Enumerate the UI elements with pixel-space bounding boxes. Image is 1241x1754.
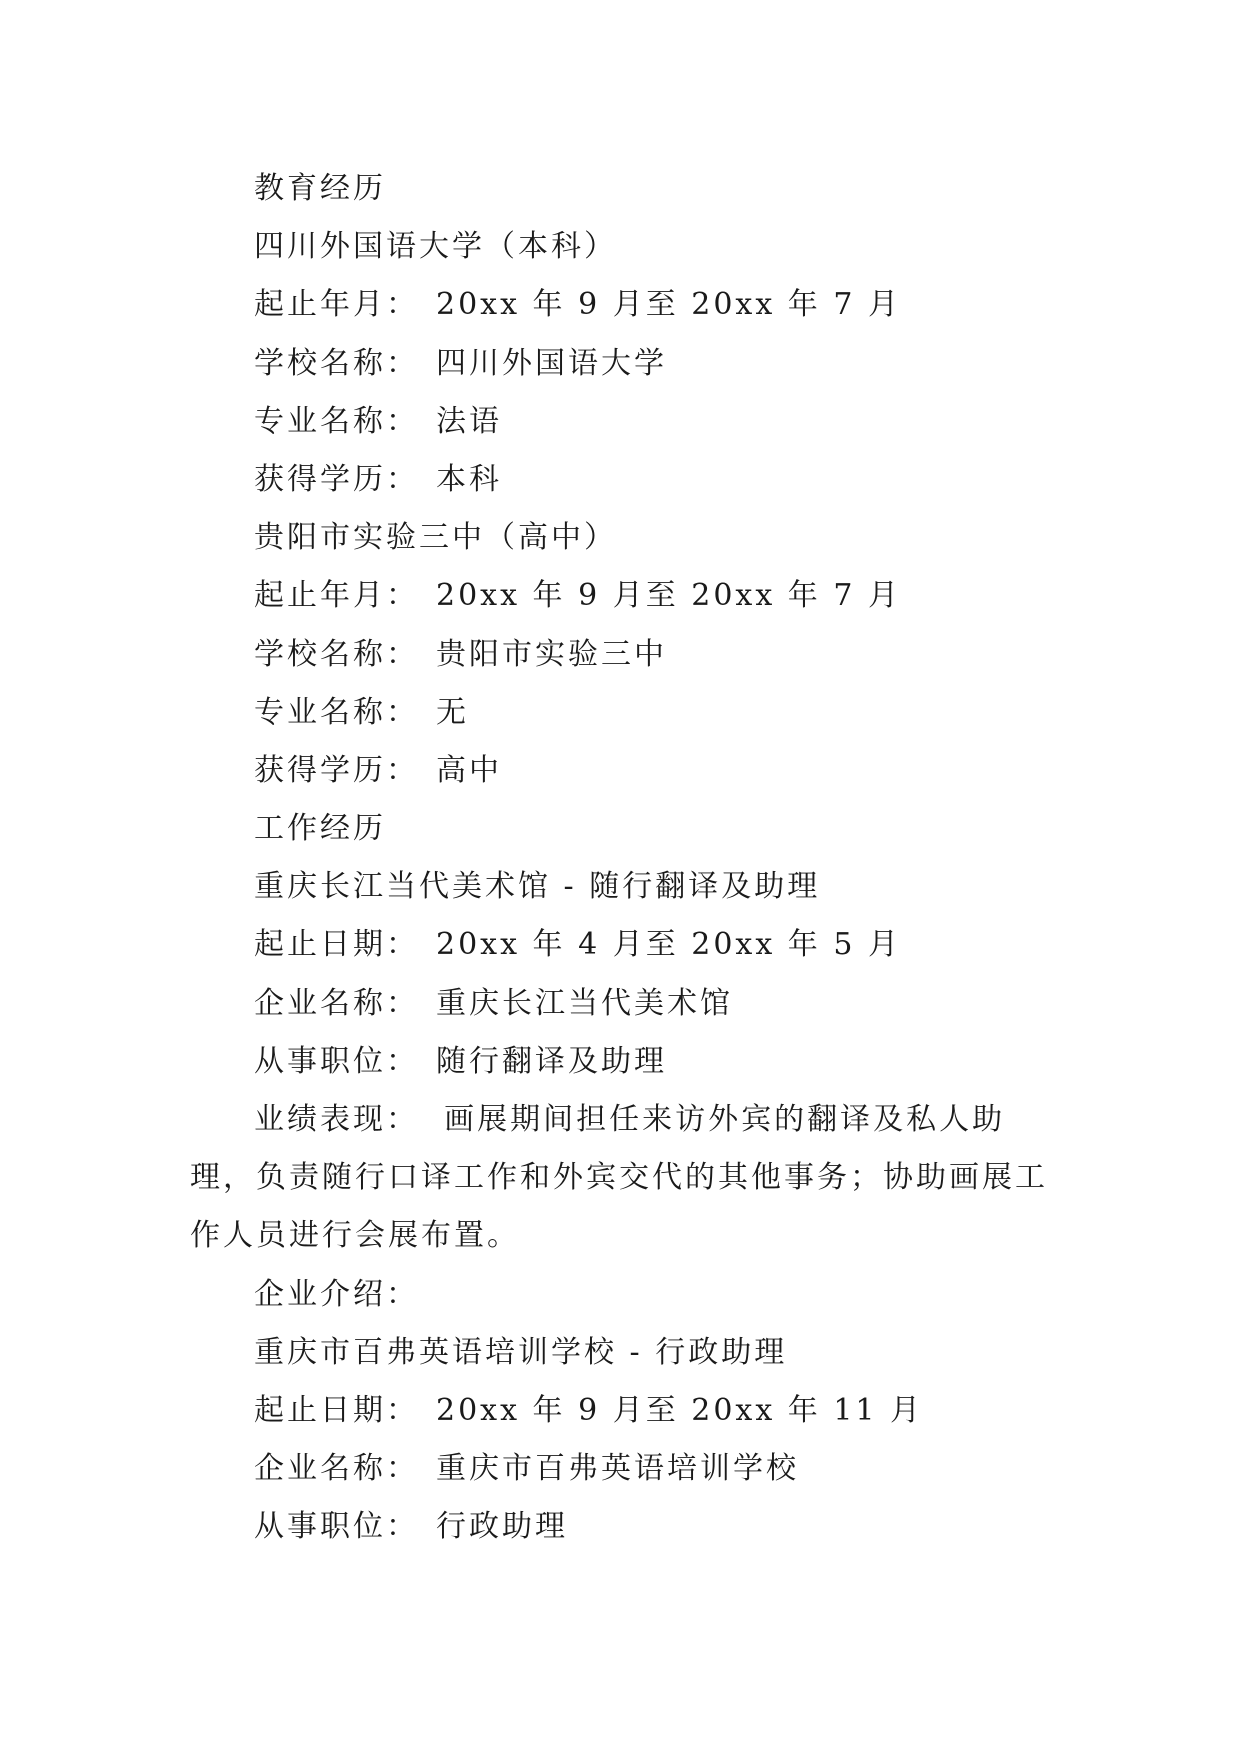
company-row: [190, 1440, 1070, 1498]
major-row: [190, 684, 1070, 742]
position-label: 从事职位：: [254, 1509, 419, 1545]
job-title: 重庆长江当代美术馆 - 随行翻译及助理: [254, 869, 821, 905]
company-row: [190, 975, 1070, 1033]
company-label: 企业名称：: [254, 985, 419, 1021]
school-name-label: 学校名称：: [254, 345, 419, 381]
major-value: 无: [436, 694, 469, 730]
period-label: 起止年月：: [254, 287, 419, 323]
job-period-label: 起止日期：: [254, 927, 419, 963]
job-period-value: 20xx 年 9 月至 20xx 年 11 月: [436, 1392, 924, 1428]
performance-label: 业绩表现：: [254, 1102, 419, 1137]
period-row: [190, 567, 1070, 625]
school-title: 贵阳市实验三中（高中）: [254, 520, 617, 556]
degree-label: 获得学历：: [254, 461, 419, 497]
company-value: 重庆长江当代美术馆: [436, 985, 733, 1021]
performance-text: 画展期间担任来访外宾的翻译及私人助理，负责随行口译工作和外宾交代的其他事务；协助画展工作人员进行会展布置。: [190, 1102, 1048, 1254]
period-row: [190, 276, 1070, 334]
job-period-value: 20xx 年 4 月至 20xx 年 5 月: [436, 927, 901, 963]
job-period-row: [190, 1382, 1070, 1440]
major-label: 专业名称：: [254, 694, 419, 730]
education-heading: 教育经历: [254, 171, 386, 206]
degree-row: [190, 451, 1070, 509]
major-label: 专业名称：: [254, 403, 419, 439]
school-title: 四川外国语大学（本科）: [254, 229, 617, 265]
degree-label: 获得学历：: [254, 752, 419, 788]
position-row: [190, 1033, 1070, 1091]
company-label: 企业名称：: [254, 1451, 419, 1487]
performance-paragraph: [190, 1091, 1070, 1266]
school-name-value: 四川外国语大学: [436, 345, 667, 381]
job-period-row: [190, 916, 1070, 974]
position-row: [190, 1498, 1070, 1556]
period-value: 20xx 年 9 月至 20xx 年 7 月: [436, 287, 901, 323]
degree-row: [190, 742, 1070, 800]
major-value: 法语: [436, 403, 502, 439]
resume-content: [190, 160, 1070, 1557]
work-heading: 工作经历: [254, 811, 386, 847]
school-name-label: 学校名称：: [254, 636, 419, 672]
company-value: 重庆市百弗英语培训学校: [436, 1451, 799, 1487]
school-name-row: [190, 335, 1070, 393]
degree-value: 本科: [436, 461, 502, 497]
company-intro-label: 企业介绍：: [254, 1276, 419, 1312]
job-period-label: 起止日期：: [254, 1392, 419, 1428]
school-name-row: [190, 626, 1070, 684]
job-title: 重庆市百弗英语培训学校 - 行政助理: [254, 1334, 788, 1370]
period-value: 20xx 年 9 月至 20xx 年 7 月: [436, 578, 901, 614]
degree-value: 高中: [436, 752, 502, 788]
position-label: 从事职位：: [254, 1043, 419, 1079]
position-value: 随行翻译及助理: [436, 1043, 667, 1079]
major-row: [190, 393, 1070, 451]
school-name-value: 贵阳市实验三中: [436, 636, 667, 672]
period-label: 起止年月：: [254, 578, 419, 614]
position-value: 行政助理: [436, 1509, 568, 1545]
